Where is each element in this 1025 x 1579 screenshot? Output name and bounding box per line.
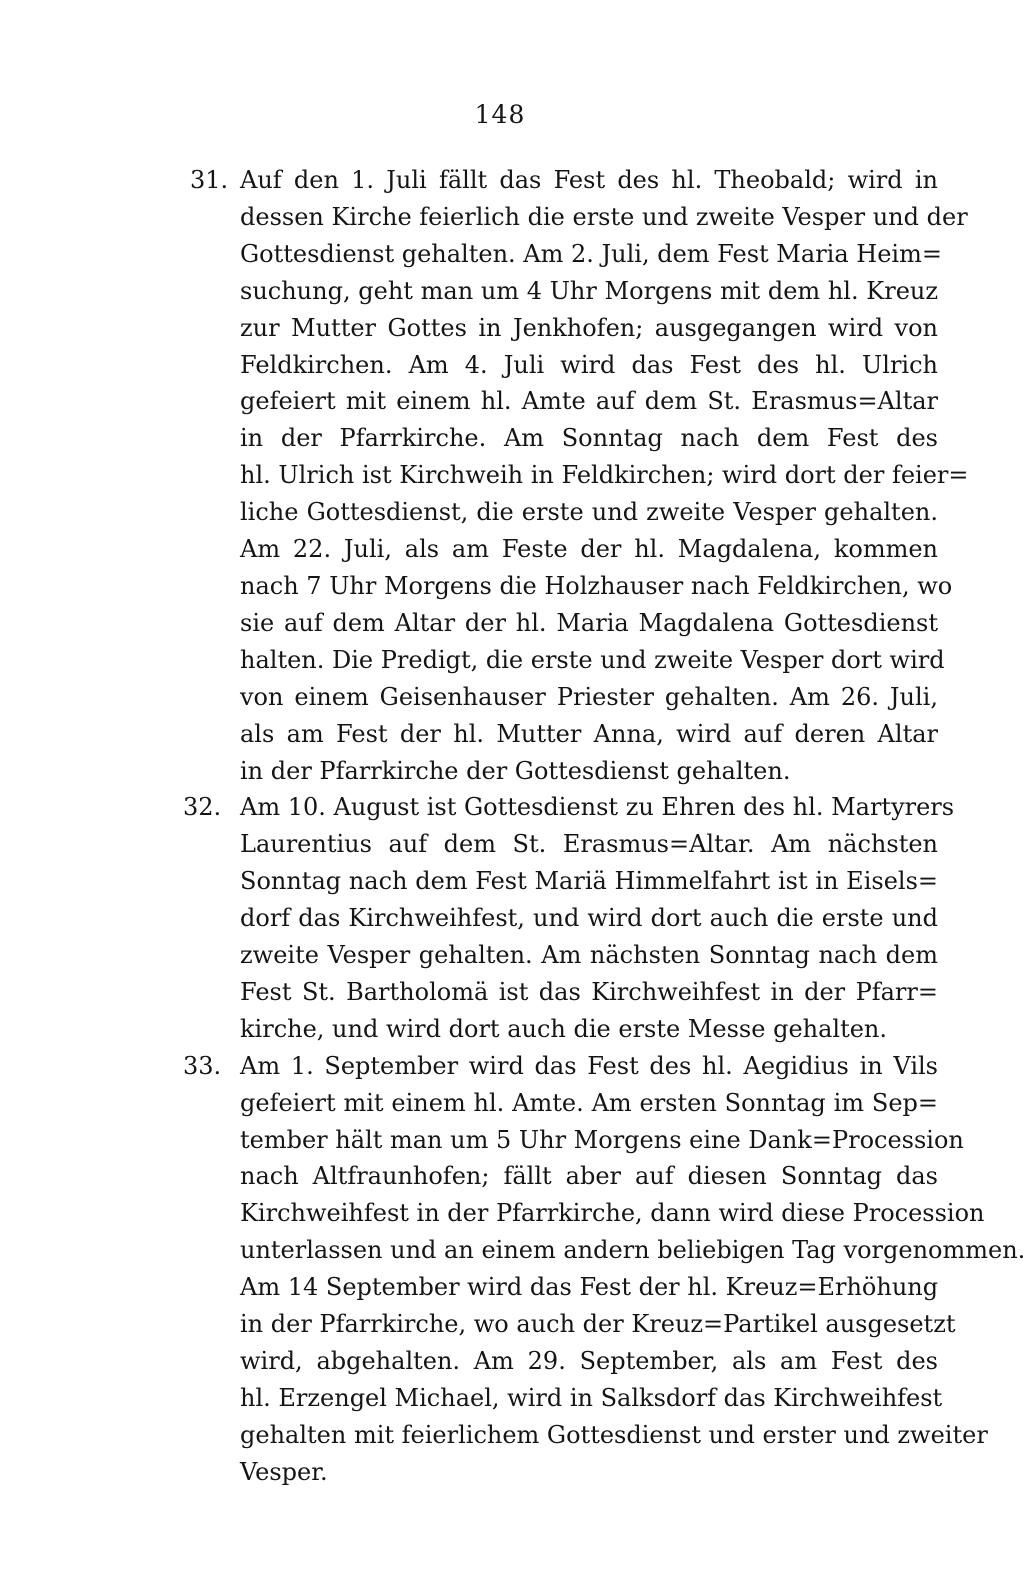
text-line: gefeiert mit einem hl. Amte. Am ersten Sonntag im Sep= bbox=[240, 1088, 938, 1117]
text-line: zweite Vesper gehalten. Am nächsten Sonntag nach dem bbox=[240, 941, 938, 970]
text-line: Auf den 1. Juli fällt das Fest des hl. Theobald; wird in bbox=[240, 166, 938, 194]
entry-1 bbox=[0, 789, 1000, 1047]
text-line: halten. Die Predigt, die erste und zweite Vesper dort wird bbox=[240, 645, 945, 674]
text-line: zur Mutter Gottes in Jenkhofen; ausgegangen wird von bbox=[240, 313, 938, 342]
text-line: kirche, und wird dort auch die erste Messe gehalten. bbox=[240, 1014, 888, 1043]
text-line: Kirchweihfest in der Pfarrkirche, dann wird diese Procession bbox=[240, 1199, 985, 1228]
text-line: wird, abgehalten. Am 29. September, als am Fest des bbox=[240, 1347, 938, 1375]
text-line: Am 10. August ist Gottesdienst zu Ehren des hl. Martyrers bbox=[240, 793, 955, 822]
page-number: 148 bbox=[474, 100, 526, 129]
text-line: Vesper. bbox=[240, 1457, 328, 1486]
text-line: sie auf dem Altar der hl. Maria Magdalena Gottesdienst bbox=[240, 608, 938, 637]
text-line: von einem Geisenhauser Priester gehalten. Am 26. Juli, bbox=[240, 682, 938, 711]
entry-number: 33. bbox=[183, 1051, 222, 1080]
text-line: gehalten mit feierlichem Gottesdienst und erster und zweiter bbox=[240, 1420, 988, 1449]
text-line: gefeiert mit einem hl. Amte auf dem St. Erasmus=Altar bbox=[240, 387, 938, 416]
text-line: hl. Ulrich ist Kirchweih in Feldkirchen; wird dort der feier= bbox=[240, 461, 969, 490]
text-line: unterlassen und an einem andern beliebigen Tag vorgenommen. bbox=[240, 1236, 1025, 1265]
text-line: Am 14 September wird das Fest der hl. Kreuz=Erhöhung bbox=[240, 1273, 939, 1302]
text-line: Sonntag nach dem Fest Mariä Himmelfahrt ist in Eisels= bbox=[240, 867, 938, 896]
text-line: nach Altfraunhofen; fällt aber auf diesen Sonntag das bbox=[240, 1162, 938, 1191]
text-line: Gottesdienst gehalten. Am 2. Juli, dem Fest Maria Heim= bbox=[240, 239, 942, 268]
text-line: Feldkirchen. Am 4. Juli wird das Fest des hl. Ulrich bbox=[240, 350, 938, 379]
entries-list bbox=[0, 162, 1025, 1491]
text-line: Am 1. September wird das Fest des hl. Aegidius in Vils bbox=[240, 1051, 938, 1080]
text-line: suchung, geht man um 4 Uhr Morgens mit dem hl. Kreuz bbox=[240, 276, 938, 305]
text-line: liche Gottesdienst, die erste und zweite Vesper gehalten. bbox=[240, 498, 938, 527]
entry-0 bbox=[0, 162, 1000, 789]
text-line: in der Pfarrkirche. Am Sonntag nach dem Fest des bbox=[240, 424, 938, 453]
text-line: hl. Erzengel Michael, wird in Salksdorf das Kirchweihfest bbox=[240, 1383, 943, 1412]
text-line: nach 7 Uhr Morgens die Holzhauser nach Feldkirchen, wo bbox=[240, 571, 953, 600]
text-line: als am Fest der hl. Mutter Anna, wird auf deren Altar bbox=[240, 719, 938, 748]
entry-2 bbox=[0, 1048, 1025, 1491]
entry-number: 32. bbox=[183, 793, 222, 822]
text-line: in der Pfarrkirche der Gottesdienst gehalten. bbox=[240, 756, 791, 785]
text-line: tember hält man um 5 Uhr Morgens eine Dank=Procession bbox=[240, 1125, 964, 1154]
entry-number: 31. bbox=[190, 166, 229, 194]
text-line: Fest St. Bartholomä ist das Kirchweihfest in der Pfarr= bbox=[240, 977, 938, 1006]
text-line: Am 22. Juli, als am Feste der hl. Magdalena, kommen bbox=[240, 535, 938, 564]
text-line: in der Pfarrkirche, wo auch der Kreuz=Partikel ausgesetzt bbox=[240, 1310, 956, 1339]
text-line: dorf das Kirchweihfest, und wird dort auch die erste und bbox=[240, 904, 938, 933]
text-line: dessen Kirche feierlich die erste und zweite Vesper und der bbox=[240, 202, 968, 231]
text-line: Laurentius auf dem St. Erasmus=Altar. Am nächsten bbox=[240, 830, 938, 859]
